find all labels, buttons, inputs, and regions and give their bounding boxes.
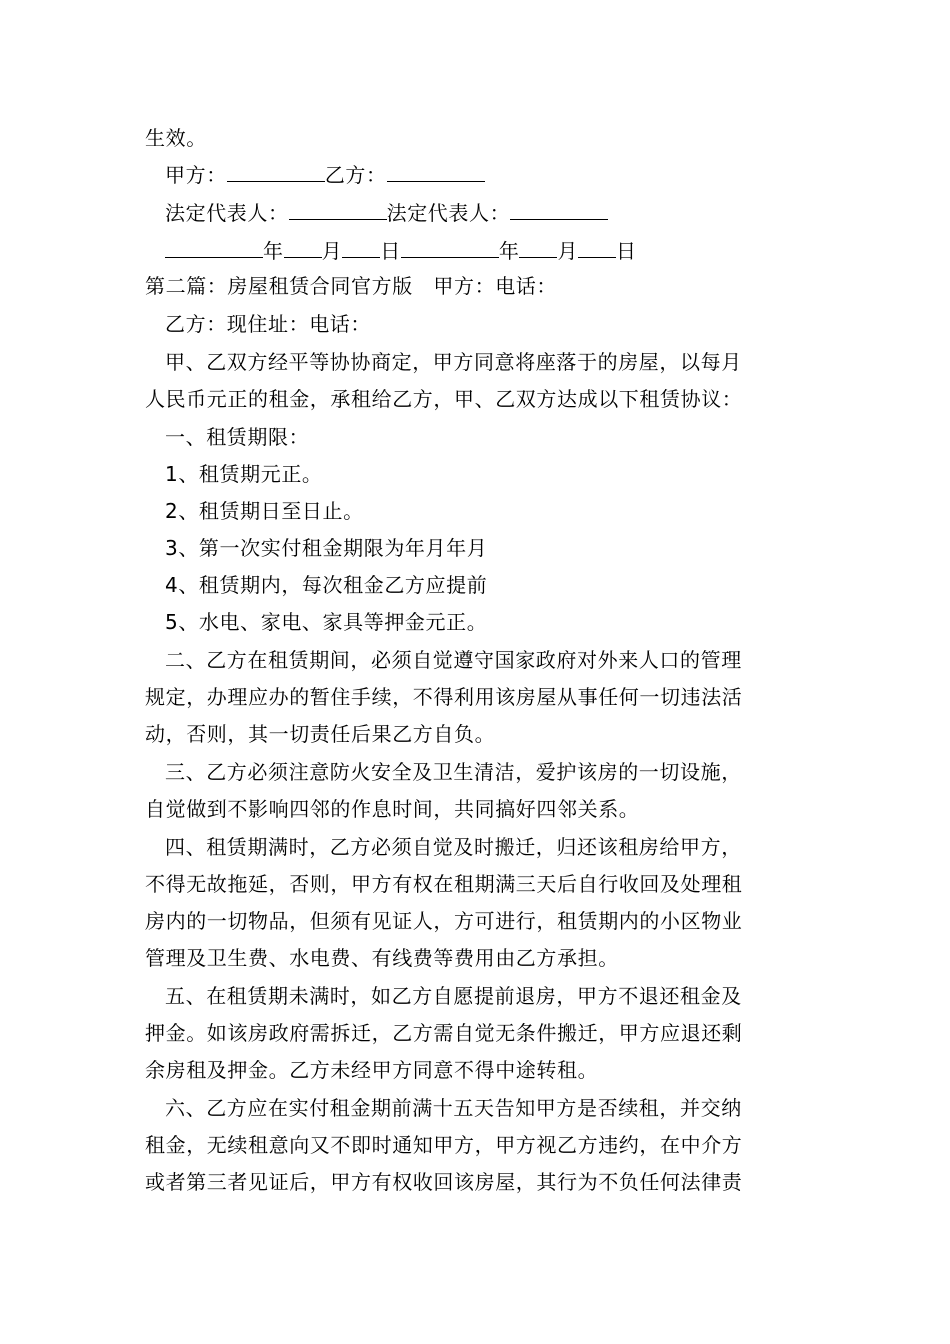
- month-label: 月: [557, 239, 579, 263]
- rep-a-blank: [289, 197, 387, 220]
- text-line: 生效。: [145, 126, 207, 150]
- clause-line: 管理及卫生费、水电费、有线费等费用由乙方承担。: [145, 946, 619, 970]
- rep-a-label: 法定代表人：: [165, 201, 289, 225]
- clause-line: 房内的一切物品，但须有见证人，方可进行，租赁期内的小区物业: [145, 909, 743, 933]
- month-blank: [284, 235, 322, 258]
- date-line: [165, 235, 637, 263]
- clause-line: 二、乙方在租赁期间，必须自觉遵守国家政府对外来人口的管理: [165, 648, 742, 672]
- party-a-label: 甲方：: [165, 163, 227, 187]
- day-blank: [342, 235, 380, 258]
- party-a-blank: [227, 159, 325, 182]
- clause-line: 自觉做到不影响四邻的作息时间，共同搞好四邻关系。: [145, 797, 640, 821]
- rep-b-label: 法定代表人：: [386, 201, 511, 225]
- day-label: 日: [380, 239, 401, 263]
- year-blank: [165, 235, 263, 258]
- representative-line: [165, 197, 608, 225]
- signature-parties-line: [165, 159, 485, 187]
- clause-line: 余房租及押金。乙方未经甲方同意不得中途转租。: [145, 1058, 599, 1082]
- list-item: 2、租赁期日至日止。: [165, 499, 364, 523]
- clause-line: 五、在租赁期未满时，如乙方自愿提前退房，甲方不退还租金及: [165, 984, 742, 1008]
- section-heading: 第二篇：房屋租赁合同官方版 甲方：电话：: [145, 274, 557, 298]
- intro-line: 甲、乙双方经平等协协商定，甲方同意将座落于的房屋，以每月: [165, 350, 742, 374]
- list-item: 3、第一次实付租金期限为年月年月: [165, 536, 488, 560]
- clause-line: 不得无故拖延，否则，甲方有权在租期满三天后自行收回及处理租: [145, 872, 743, 896]
- party-b-blank: [387, 159, 485, 182]
- clause-line: 动，否则，其一切责任后果乙方自负。: [145, 722, 496, 746]
- intro-line: 人民币元正的租金，承租给乙方，甲、乙双方达成以下租赁协议：: [145, 387, 743, 411]
- clause-line: 规定，办理应办的暂住手续，不得利用该房屋从事任何一切违法活: [145, 685, 743, 709]
- year-blank: [401, 235, 499, 258]
- clause-line: 六、乙方应在实付租金期前满十五天告知甲方是否续租，并交纳: [165, 1096, 742, 1120]
- year-label: 年: [498, 239, 520, 263]
- list-item: 4、租赁期内，每次租金乙方应提前: [165, 573, 488, 597]
- list-item: 1、租赁期元正。: [165, 462, 323, 486]
- clause-line: 押金。如该房政府需拆迁，乙方需自觉无条件搬迁，甲方应退还剩: [145, 1021, 743, 1045]
- day-blank: [578, 235, 616, 258]
- day-label: 日: [616, 239, 637, 263]
- clause-line: 四、租赁期满时，乙方必须自觉及时搬迁，归还该租房给甲方，: [165, 835, 742, 859]
- section-title: 一、租赁期限：: [165, 425, 310, 449]
- month-label: 月: [321, 239, 343, 263]
- clause-line: 租金，无续租意向又不即时通知甲方，甲方视乙方违约，在中介方: [145, 1133, 743, 1157]
- rep-b-blank: [510, 197, 608, 220]
- clause-line: 或者第三者见证后，甲方有权收回该房屋，其行为不负任何法律责: [145, 1170, 743, 1194]
- party-b-label: 乙方：: [324, 163, 387, 187]
- list-item: 5、水电、家电、家具等押金元正。: [165, 610, 488, 634]
- month-blank: [519, 235, 557, 258]
- clause-line: 三、乙方必须注意防火安全及卫生清洁，爱护该房的一切设施，: [165, 760, 742, 784]
- party-b-info: 乙方：现住址：电话：: [165, 312, 371, 336]
- year-label: 年: [263, 239, 284, 263]
